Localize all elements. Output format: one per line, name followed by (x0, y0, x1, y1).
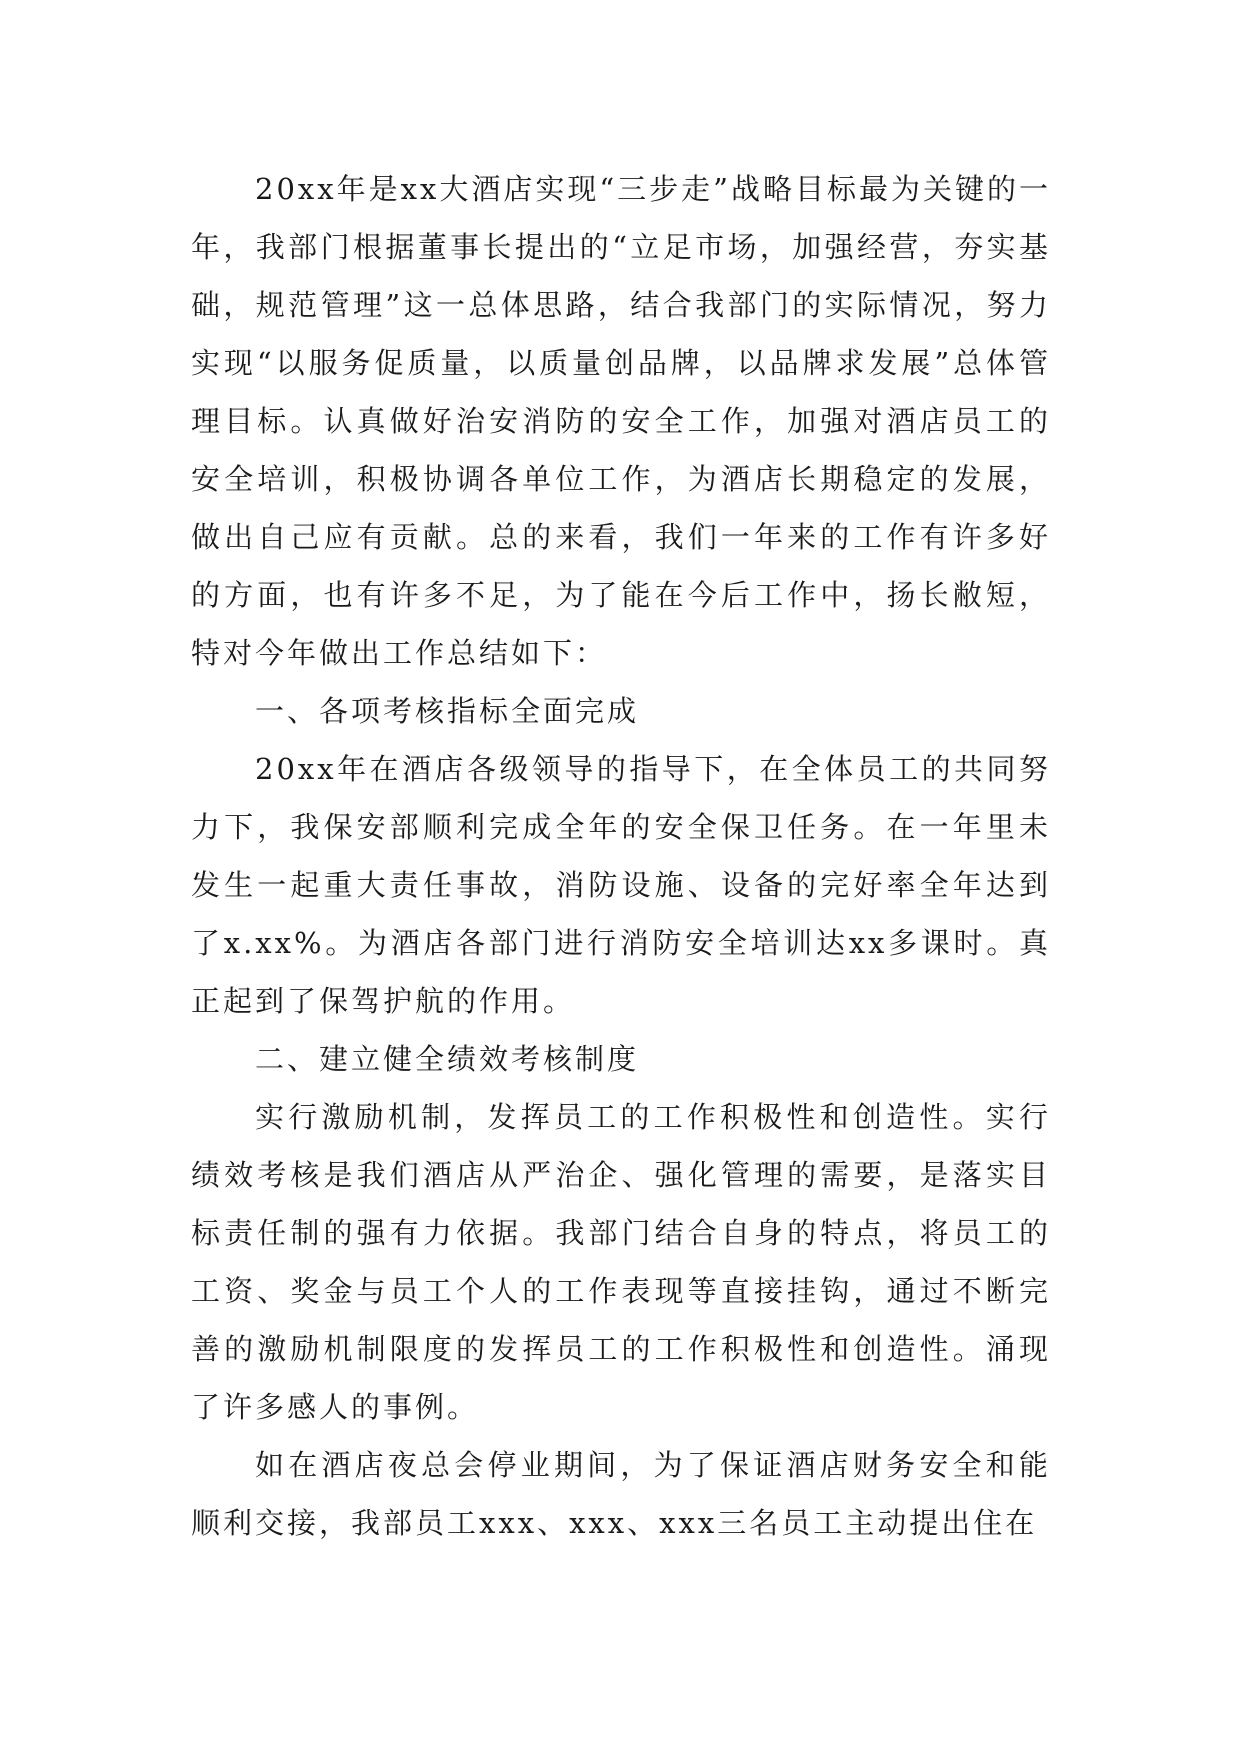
section-heading-2: 二、建立健全绩效考核制度 (255, 1042, 640, 1076)
intro-paragraph: 20xx年是xx大酒店实现“三步走”战略目标最为关键的一年，我部门根据董事长提出的“立足市场，加强经营，夯实基础，规范管理”这一总体思路，结合我部门的实际情况，努力实现“以服务促质量，以质量创品牌，以品牌求发展”总体管理目标。认真做好治安消防的安全工作，加强对酒店员工的安全培训，积极协调各单位工作，为酒店长期稳定的发展，做出自己应有贡献。总的来看，我们一年来的工作有许多好的方面，也有许多不足，为了能在今后工作中，扬长敝短，特对今年做出工作总结如下： (191, 172, 1051, 670)
example-paragraph: 如在酒店夜总会停业期间，为了保证酒店财务安全和能顺利交接，我部员工xxx、xxx、xxx三名员工主动提出住在 (191, 1448, 1051, 1540)
section-2-paragraph: 实行激励机制，发挥员工的工作积极性和创造性。实行绩效考核是我们酒店从严治企、强化管理的需要，是落实目标责任制的强有力依据。我部门结合自身的特点，将员工的工资、奖金与员工个人的工作表现等直接挂钩，通过不断完善的激励机制限度的发挥员工的工作积极性和创造性。涌现了许多感人的事例。 (191, 1100, 1051, 1424)
section-heading-1: 一、各项考核指标全面完成 (255, 694, 640, 728)
section-1-paragraph: 20xx年在酒店各级领导的指导下，在全体员工的共同努力下，我保安部顺利完成全年的安全保卫任务。在一年里未发生一起重大责任事故，消防设施、设备的完好率全年达到了x.xx%。为酒店各部门进行消防安全培训达xx多课时。真正起到了保驾护航的作用。 (191, 752, 1051, 1018)
document-body (191, 160, 1051, 1552)
